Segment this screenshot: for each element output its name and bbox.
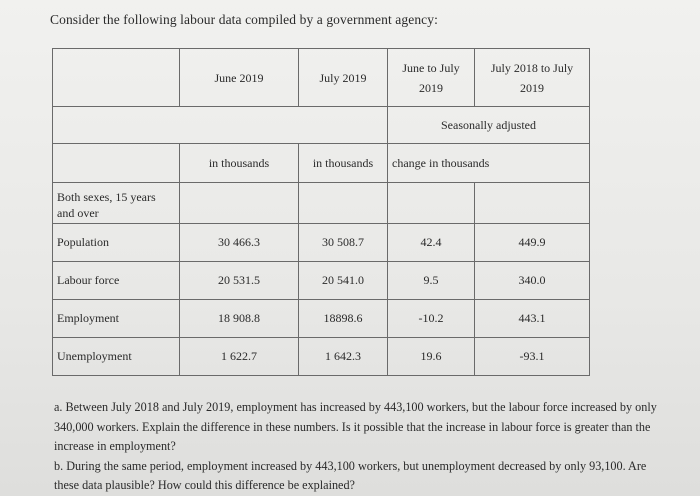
cell-value: 20 531.5 bbox=[180, 262, 299, 300]
labour-data-table bbox=[52, 48, 590, 376]
seasonally-adjusted-label: Seasonally adjusted bbox=[388, 107, 590, 144]
row-label-population: Population bbox=[53, 224, 180, 262]
row-label-labour-force: Labour force bbox=[53, 262, 180, 300]
blank-cell bbox=[388, 183, 475, 224]
question-a: a. Between July 2018 and July 2019, employment has increased by 443,100 workers, but the labour force increased by only 340,000 workers. Explain the difference in these numbers. Is it possible that the increase in labour force is greater than the increase in employment? bbox=[54, 400, 657, 453]
question-b: b. During the same period, employment increased by 443,100 workers, but unemployment decreased by only 93,100. Are these data plausible? How could this difference be explained? bbox=[54, 458, 647, 492]
row-label-unemployment: Unemployment bbox=[53, 338, 180, 376]
table-row bbox=[53, 300, 590, 338]
row-label-employment: Employment bbox=[53, 300, 180, 338]
questions-block bbox=[54, 398, 666, 496]
header-june-to-july: June to July 2019 bbox=[388, 49, 475, 107]
table-row bbox=[53, 224, 590, 262]
table-row bbox=[53, 183, 590, 224]
cell-value: 449.9 bbox=[475, 224, 590, 262]
header-blank bbox=[53, 49, 180, 107]
cell-value: 340.0 bbox=[475, 262, 590, 300]
units-change: change in thousands bbox=[388, 144, 590, 183]
cell-value: 1 622.7 bbox=[180, 338, 299, 376]
cell-value: 18898.6 bbox=[299, 300, 388, 338]
units-july: in thousands bbox=[299, 144, 388, 183]
table-row bbox=[53, 338, 590, 376]
cell-value: 20 541.0 bbox=[299, 262, 388, 300]
cell-value: 18 908.8 bbox=[180, 300, 299, 338]
table-row bbox=[53, 107, 590, 144]
cell-value: 19.6 bbox=[388, 338, 475, 376]
cell-value: 9.5 bbox=[388, 262, 475, 300]
group-label: Both sexes, 15 years and over bbox=[53, 183, 180, 224]
intro-text: Consider the following labour data compiled by a government agency: bbox=[50, 12, 438, 27]
blank-cell bbox=[475, 183, 590, 224]
cell-value: 30 508.7 bbox=[299, 224, 388, 262]
table-header-row bbox=[53, 49, 590, 107]
cell-value: 30 466.3 bbox=[180, 224, 299, 262]
blank-cell bbox=[299, 183, 388, 224]
header-june-2019: June 2019 bbox=[180, 49, 299, 107]
table-row bbox=[53, 262, 590, 300]
cell-value: 42.4 bbox=[388, 224, 475, 262]
cell-value: 443.1 bbox=[475, 300, 590, 338]
header-year-change: July 2018 to July 2019 bbox=[475, 49, 590, 107]
blank-cell bbox=[180, 183, 299, 224]
cell-value: -93.1 bbox=[475, 338, 590, 376]
units-june: in thousands bbox=[180, 144, 299, 183]
table-row bbox=[53, 144, 590, 183]
blank-cell bbox=[53, 107, 388, 144]
blank-cell bbox=[53, 144, 180, 183]
cell-value: -10.2 bbox=[388, 300, 475, 338]
header-july-2019: July 2019 bbox=[299, 49, 388, 107]
cell-value: 1 642.3 bbox=[299, 338, 388, 376]
